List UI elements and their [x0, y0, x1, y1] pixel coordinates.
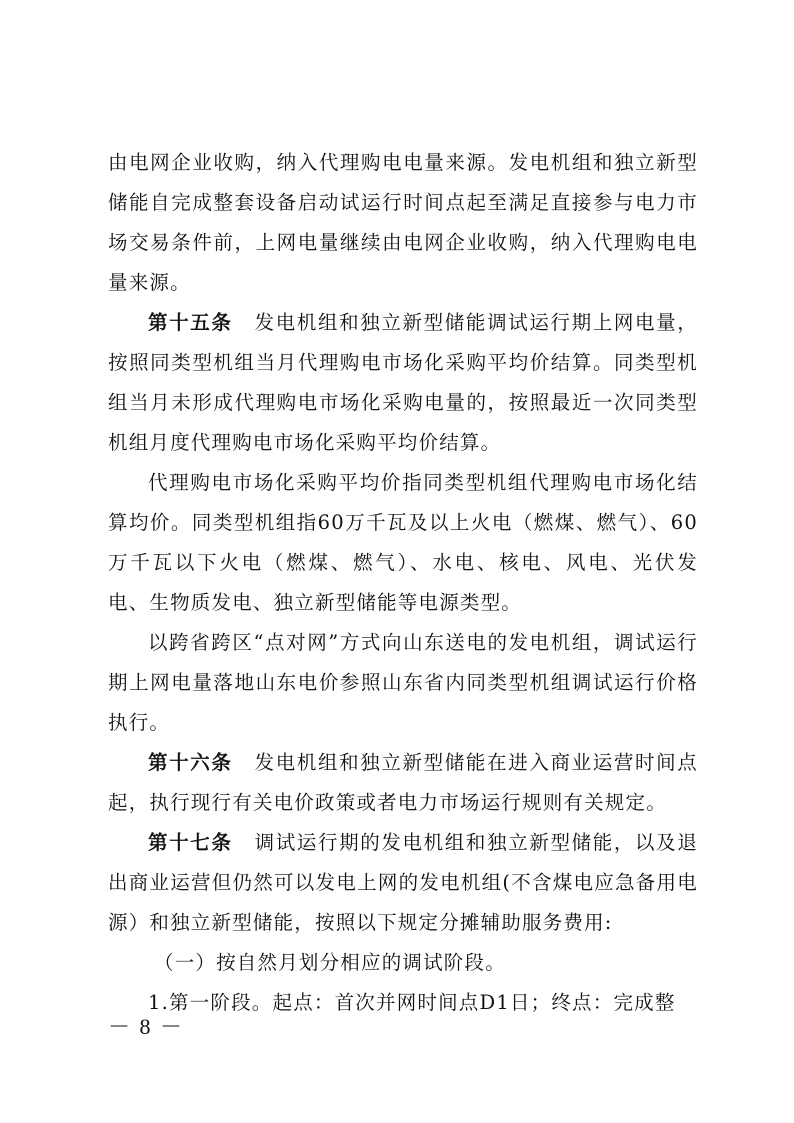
paragraph-item-1-stage-1 [108, 983, 698, 1023]
paragraph-text: 发电机组和独立新型储能调试运行期上网电量，按照同类型机组当月代理购电市场化采购平均价结算。同类型机组当月未形成代理购电市场化采购电量的，按照最近一次同类型机组月度代理购电市场化采购平均价结算。 [108, 311, 698, 454]
article-label: 第十五条 [148, 311, 233, 334]
paragraph-item-1 [108, 943, 698, 983]
article-label: 第十六条 [148, 751, 233, 774]
paragraph-text: 1.第一阶段。起点：首次并网时间点D1日；终点：完成整 [148, 991, 676, 1014]
paragraph-text: 调试运行期的发电机组和独立新型储能，以及退出商业运营但仍然可以发电上网的发电机组(不含煤电应急备用电源）和独立新型储能，按照以下规定分摊辅助服务费用: [108, 831, 698, 934]
paragraph-article-15-cross-province [108, 623, 698, 743]
paragraph-text: 代理购电市场化采购平均价指同类型机组代理购电市场化结算均价。同类型机组指60万千瓦及以上火电（燃煤、燃气）、60万千瓦以下火电（燃煤、燃气）、水电、核电、风电、光伏发电、生物质发电、独立新型储能等电源类型。 [108, 471, 698, 614]
paragraph-article-17 [108, 823, 698, 943]
article-label: 第十七条 [148, 831, 233, 854]
paragraph-text: 以跨省跨区“点对网”方式向山东送电的发电机组，调试运行期上网电量落地山东电价参照山东省内同类型机组调试运行价格执行。 [108, 631, 698, 734]
paragraph-text: （一）按自然月划分相应的调试阶段。 [154, 951, 506, 974]
paragraph-text: 由电网企业收购，纳入代理购电电量来源。发电机组和独立新型储能自完成整套设备启动试运行时间点起至满足直接参与电力市场交易条件前，上网电量继续由电网企业收购，纳入代理购电电量来源。 [108, 151, 698, 294]
paragraph-text: 发电机组和独立新型储能在进入商业运营时间点起，执行现行有关电价政策或者电力市场运行规则有关规定。 [108, 751, 698, 814]
paragraph-article-15 [108, 303, 698, 463]
document-body [108, 143, 698, 1023]
page-number: － 8 － [108, 1014, 185, 1039]
paragraph-article-15-avg-price [108, 463, 698, 623]
paragraph-continuation [108, 143, 698, 303]
paragraph-article-16 [108, 743, 698, 823]
